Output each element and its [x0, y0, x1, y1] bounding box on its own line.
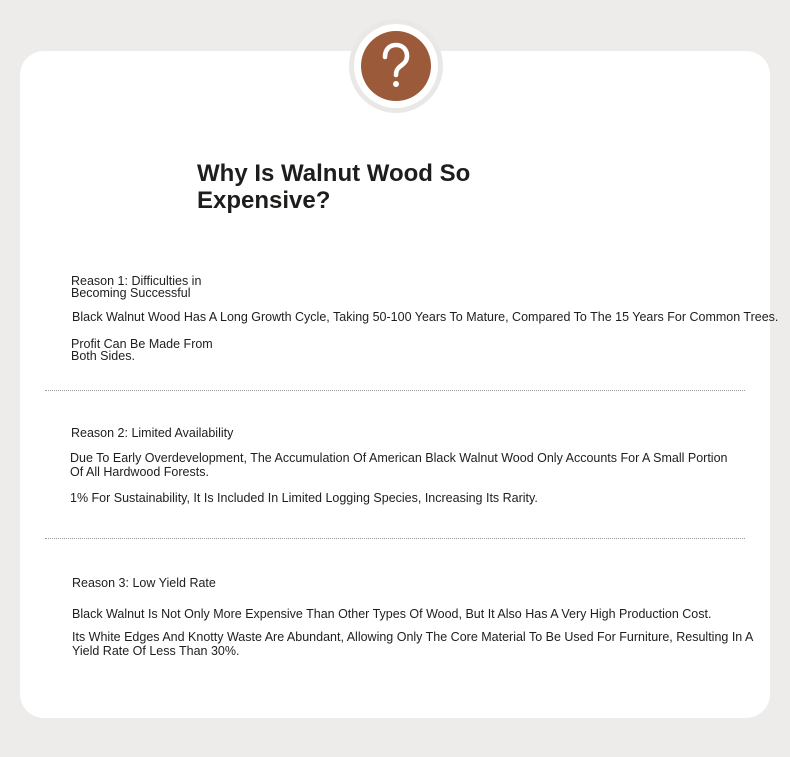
- reason-1-paragraph-1: Black Walnut Wood Has A Long Growth Cycle, Taking 50-100 Years To Mature, Compared To The 15 Years For Common Trees.: [72, 310, 779, 324]
- section-divider: [45, 538, 745, 539]
- question-mark-icon: [376, 41, 416, 91]
- reason-2-heading: Reason 2: Limited Availability: [71, 426, 234, 440]
- reason-1-heading: Reason 1: Difficulties in Becoming Successful: [71, 274, 202, 300]
- reason-2-paragraph-1: Due To Early Overdevelopment, The Accumulation Of American Black Walnut Wood Only Accounts For A Small Portion Of All Hardwood Forests.: [70, 451, 728, 479]
- page-title: Why Is Walnut Wood So Expensive?: [197, 160, 471, 214]
- reason-1-paragraph-2: Profit Can Be Made From Both Sides.: [71, 337, 213, 363]
- reason-3-paragraph-2: Its White Edges And Knotty Waste Are Abundant, Allowing Only The Core Material To Be Used For Furniture, Resulting In A Yield Rate Of Less Than 30%.: [72, 630, 753, 658]
- reason-3-paragraph-1: Black Walnut Is Not Only More Expensive Than Other Types Of Wood, But It Also Has A Very High Production Cost.: [72, 607, 712, 621]
- question-badge: [349, 19, 443, 113]
- reason-3-heading: Reason 3: Low Yield Rate: [72, 576, 216, 590]
- reason-2-paragraph-2: 1% For Sustainability, It Is Included In Limited Logging Species, Increasing Its Rarity.: [70, 491, 538, 505]
- section-divider: [45, 390, 745, 391]
